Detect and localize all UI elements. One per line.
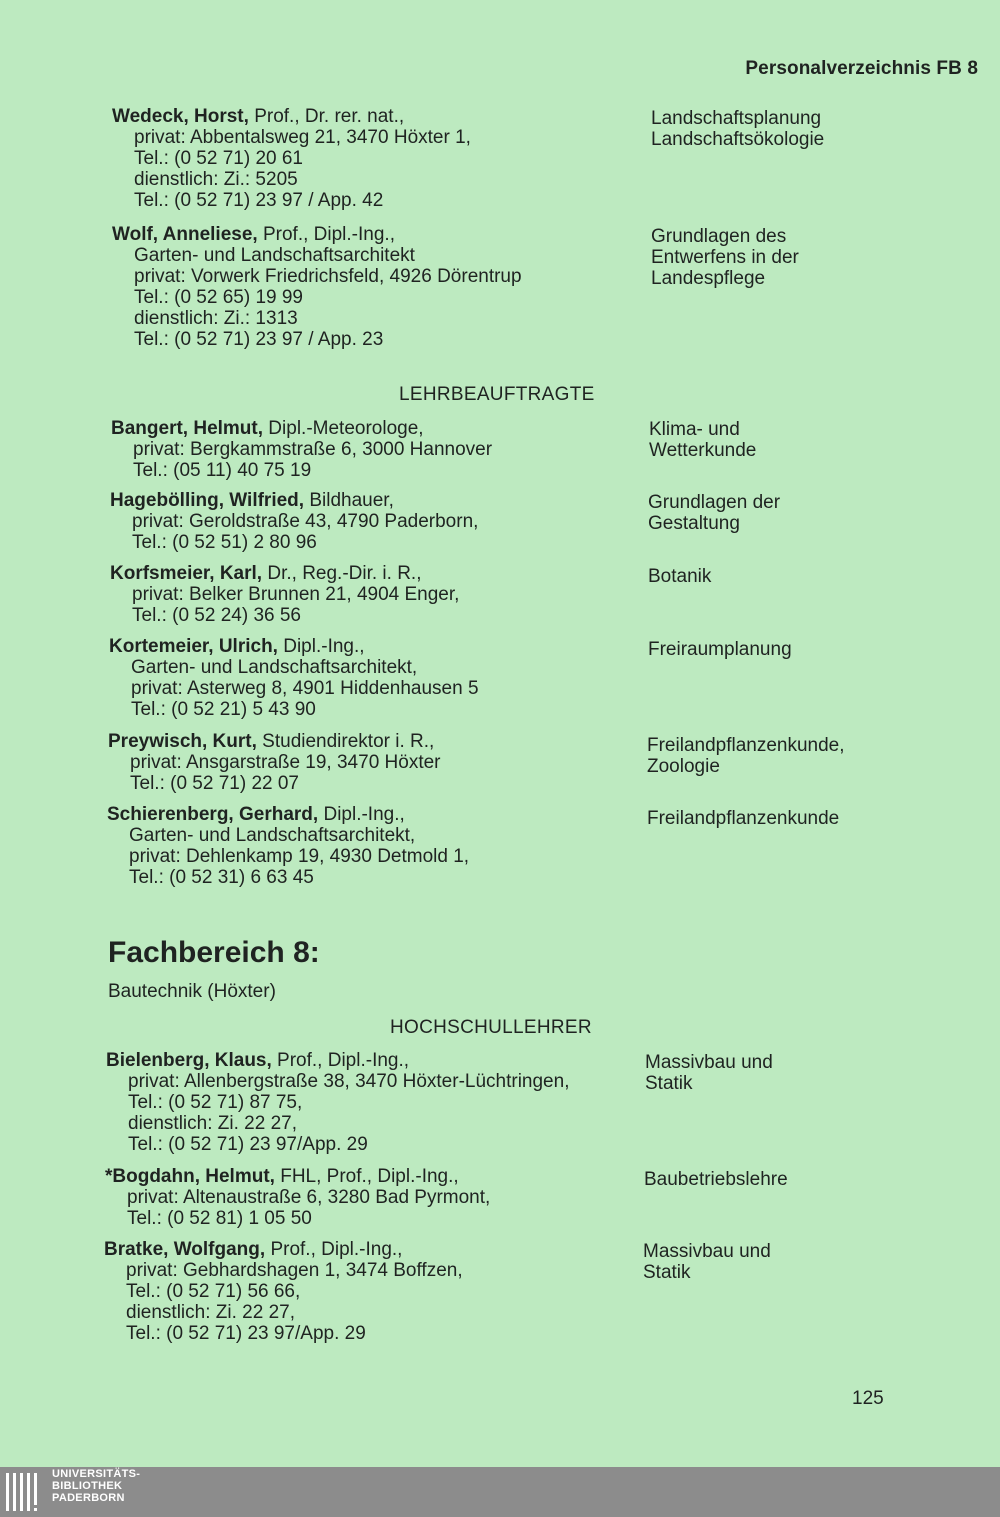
entry-detail: Tel.: (0 52 71) 23 97 / App. 23 bbox=[134, 329, 384, 350]
library-logo-icon bbox=[6, 1473, 44, 1511]
entry-subjects bbox=[651, 108, 824, 150]
subject-line: Grundlagen des bbox=[651, 226, 787, 247]
subject-line: Botanik bbox=[648, 566, 712, 587]
entry-subjects bbox=[647, 735, 845, 777]
entry-title: Dipl.-Ing., bbox=[318, 804, 405, 825]
subject-line: Zoologie bbox=[647, 756, 720, 777]
entry-detail: privat: Geroldstraße 43, 4790 Paderborn, bbox=[132, 511, 479, 532]
subject-line: Freilandpflanzenkunde bbox=[647, 808, 840, 829]
entry-title: Dipl.-Ing., bbox=[277, 636, 365, 657]
section-heading-lehrbeauftragte: LEHRBEAUFTRAGTE bbox=[399, 384, 595, 405]
entry-name: Preywisch, Kurt, bbox=[108, 731, 257, 752]
entry-detail: Tel.: (0 52 71) 20 61 bbox=[134, 148, 303, 169]
subject-line: Wetterkunde bbox=[649, 440, 757, 461]
entry-name: Bielenberg, Klaus, bbox=[106, 1050, 272, 1071]
entry-detail: Tel.: (0 52 71) 23 97/App. 29 bbox=[126, 1323, 366, 1344]
subject-line: Landespflege bbox=[651, 268, 766, 289]
library-name bbox=[52, 1468, 140, 1504]
entry-detail: dienstlich: Zi.: 1313 bbox=[134, 308, 298, 329]
entry-name: Bratke, Wolfgang, bbox=[104, 1239, 266, 1260]
fachbereich-subtitle: Bautechnik (Höxter) bbox=[108, 981, 276, 1002]
subject-line: Statik bbox=[643, 1262, 691, 1283]
entry-name: Wedeck, Horst, bbox=[112, 106, 249, 127]
entry-detail: Garten- und Landschaftsarchitekt, bbox=[129, 825, 416, 846]
entry-title: Dipl.-Meteorologe, bbox=[263, 418, 424, 439]
entry-title: FHL, Prof., Dipl.-Ing., bbox=[274, 1166, 459, 1187]
entry-title: Studiendirektor i. R., bbox=[256, 731, 435, 752]
entry-detail: Tel.: (0 52 65) 19 99 bbox=[134, 287, 303, 308]
library-name-line: UNIVERSITÄTS- bbox=[52, 1468, 141, 1480]
entry-detail: privat: Gebhardshagen 1, 3474 Boffzen, bbox=[126, 1260, 463, 1281]
entry-detail: privat: Belker Brunnen 21, 4904 Enger, bbox=[132, 584, 460, 605]
page-number: 125 bbox=[852, 1388, 884, 1409]
entry-subjects bbox=[648, 492, 780, 534]
entry-detail: Tel.: (05 11) 40 75 19 bbox=[133, 460, 312, 481]
entry-subjects bbox=[645, 1052, 773, 1094]
entry-detail: privat: Asterweg 8, 4901 Hiddenhausen 5 bbox=[131, 678, 479, 699]
entry-detail: Tel.: (0 52 31) 6 63 45 bbox=[129, 867, 314, 888]
entry-subjects bbox=[651, 226, 799, 289]
entry-detail: Garten- und Landschaftsarchitekt, bbox=[131, 657, 418, 678]
entry-detail: privat: Dehlenkamp 19, 4930 Detmold 1, bbox=[129, 846, 470, 867]
entry-name-line bbox=[104, 1239, 463, 1260]
subject-line: Statik bbox=[645, 1073, 693, 1094]
entry-subjects bbox=[643, 1241, 771, 1283]
subject-line: Massivbau und bbox=[645, 1052, 773, 1073]
entry-detail: dienstlich: Zi. 22 27, bbox=[128, 1113, 297, 1134]
subject-line: Landschaftsplanung bbox=[651, 108, 822, 129]
entry-detail: Tel.: (0 52 51) 2 80 96 bbox=[132, 532, 317, 553]
entry-detail: dienstlich: Zi. 22 27, bbox=[126, 1302, 295, 1323]
subject-line: Freiraumplanung bbox=[648, 639, 792, 660]
entry-detail: privat: Allenbergstraße 38, 3470 Höxter-Lüchtringen, bbox=[128, 1071, 570, 1092]
entry-name-line bbox=[105, 1166, 490, 1187]
entry-subjects bbox=[647, 808, 839, 829]
running-header: Personalverzeichnis FB 8 bbox=[745, 58, 978, 79]
subject-line: Gestaltung bbox=[648, 513, 740, 534]
entry-detail: Tel.: (0 52 24) 36 56 bbox=[132, 605, 301, 626]
entry-detail: Tel.: (0 52 81) 1 05 50 bbox=[127, 1208, 312, 1229]
entry-title: Prof., Dipl.-Ing., bbox=[257, 224, 395, 245]
entry-name: Wolf, Anneliese, bbox=[112, 224, 258, 245]
subject-line: Klima- und bbox=[649, 419, 740, 440]
entry-name: Korfsmeier, Karl, bbox=[110, 563, 263, 584]
subject-line: Freilandpflanzenkunde, bbox=[647, 735, 845, 756]
entry-detail: privat: Ansgarstraße 19, 3470 Höxter bbox=[130, 752, 441, 773]
entry-detail: Tel.: (0 52 21) 5 43 90 bbox=[131, 699, 316, 720]
entry-detail: Garten- und Landschaftsarchitekt bbox=[134, 245, 415, 266]
entry-title: Prof., Dipl.-Ing., bbox=[265, 1239, 403, 1260]
library-name-line: PADERBORN bbox=[52, 1492, 125, 1504]
entry-title: Bildhauer, bbox=[304, 490, 394, 511]
entry-detail: Tel.: (0 52 71) 23 97/App. 29 bbox=[128, 1134, 368, 1155]
entry-name-line bbox=[112, 106, 471, 127]
entry-subjects bbox=[648, 639, 792, 660]
entry-detail: privat: Abbentalsweg 21, 3470 Höxter 1, bbox=[134, 127, 471, 148]
section-heading-hochschullehrer: HOCHSCHULLEHRER bbox=[390, 1017, 592, 1038]
entry-name: Kortemeier, Ulrich, bbox=[109, 636, 278, 657]
entry-detail: privat: Vorwerk Friedrichsfeld, 4926 Dörentrup bbox=[134, 266, 522, 287]
entry-name-line bbox=[110, 563, 459, 584]
entry-subjects bbox=[649, 419, 756, 461]
entry-title: Dr., Reg.-Dir. i. R., bbox=[262, 563, 422, 584]
entry-detail: Tel.: (0 52 71) 87 75, bbox=[128, 1092, 303, 1113]
entry-subjects bbox=[648, 566, 711, 587]
library-footer-bar bbox=[0, 1467, 1000, 1517]
entry-name: Hagebölling, Wilfried, bbox=[110, 490, 305, 511]
subject-line: Entwerfens in der bbox=[651, 247, 799, 268]
fachbereich-title: Fachbereich 8: bbox=[108, 936, 320, 969]
entry-name-line bbox=[106, 1050, 569, 1071]
entry-detail: privat: Altenaustraße 6, 3280 Bad Pyrmont, bbox=[127, 1187, 491, 1208]
entry-subjects bbox=[644, 1169, 788, 1190]
entry-name-line bbox=[109, 636, 479, 657]
entry-detail: privat: Bergkammstraße 6, 3000 Hannover bbox=[133, 439, 493, 460]
entry-name-line bbox=[111, 418, 492, 439]
entry-detail: Tel.: (0 52 71) 22 07 bbox=[130, 773, 299, 794]
subject-line: Baubetriebslehre bbox=[644, 1169, 788, 1190]
entry-name-line bbox=[107, 804, 469, 825]
entry-name-line bbox=[112, 224, 522, 245]
entry-name-line bbox=[110, 490, 478, 511]
entry-title: Prof., Dr. rer. nat., bbox=[248, 106, 405, 127]
subject-line: Massivbau und bbox=[643, 1241, 771, 1262]
subject-line: Grundlagen der bbox=[648, 492, 781, 513]
entry-detail: Tel.: (0 52 71) 56 66, bbox=[126, 1281, 301, 1302]
entry-name-line bbox=[108, 731, 441, 752]
subject-line: Landschaftsökologie bbox=[651, 129, 825, 150]
entry-name: Schierenberg, Gerhard, bbox=[107, 804, 319, 825]
entry-detail: Tel.: (0 52 71) 23 97 / App. 42 bbox=[134, 190, 384, 211]
entry-name: *Bogdahn, Helmut, bbox=[105, 1166, 275, 1187]
library-name-line: BIBLIOTHEK bbox=[52, 1480, 123, 1492]
entry-title: Prof., Dipl.-Ing., bbox=[271, 1050, 410, 1071]
entry-detail: dienstlich: Zi.: 5205 bbox=[134, 169, 298, 190]
entry-name: Bangert, Helmut, bbox=[111, 418, 264, 439]
